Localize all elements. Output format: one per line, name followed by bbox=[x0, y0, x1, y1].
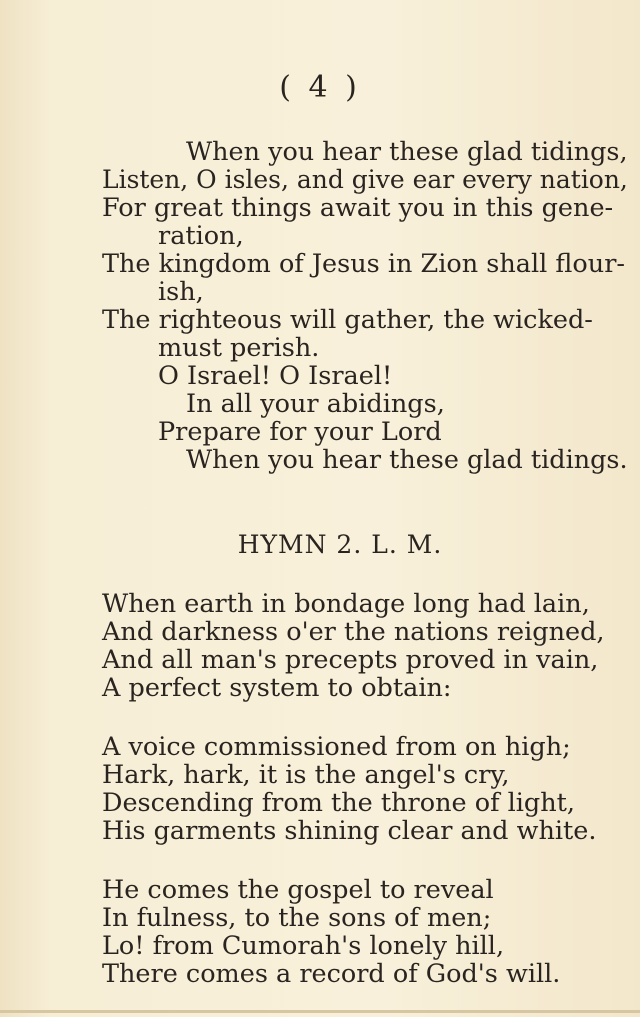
page-edge-divider bbox=[0, 1010, 640, 1013]
poem-line: When you hear these glad tidings. bbox=[186, 445, 628, 475]
poem-line: ration, bbox=[158, 221, 244, 251]
hymn-line: Descending from the throne of light, bbox=[102, 788, 576, 818]
hymn-line: His garments shining clear and white. bbox=[102, 816, 597, 846]
hymn-line: A voice commissioned from on high; bbox=[102, 732, 571, 762]
poem-line: The kingdom of Jesus in Zion shall flour- bbox=[102, 249, 626, 279]
poem-line: The righteous will gather, the wicked- bbox=[102, 305, 593, 335]
poem-line: Listen, O isles, and give ear every nation, bbox=[102, 165, 628, 195]
poem-line: ish, bbox=[158, 277, 204, 307]
poem-line: must perish. bbox=[158, 333, 320, 363]
hymn-line: There comes a record of God's will. bbox=[102, 959, 561, 989]
hymn-line: And all man's precepts proved in vain, bbox=[102, 645, 599, 675]
page-number: ( 4 ) bbox=[279, 70, 361, 105]
hymn-line: Lo! from Cumorah's lonely hill, bbox=[102, 931, 505, 961]
poem-line: In all your abidings, bbox=[186, 389, 445, 419]
hymn-line: Hark, hark, it is the angel's cry, bbox=[102, 760, 510, 790]
hymn-line: And darkness o'er the nations reigned, bbox=[102, 617, 605, 647]
poem-line: O Israel! O Israel! bbox=[158, 361, 393, 391]
poem-line: For great things await you in this gene- bbox=[102, 193, 614, 223]
poem-line: Prepare for your Lord bbox=[158, 417, 442, 447]
hymn-line: A perfect system to obtain: bbox=[102, 673, 452, 703]
hymn-line: He comes the gospel to reveal bbox=[102, 875, 494, 905]
hymn-line: When earth in bondage long had lain, bbox=[102, 589, 590, 619]
poem-line: When you hear these glad tidings, bbox=[186, 137, 628, 167]
hymn-title: HYMN 2. L. M. bbox=[237, 530, 443, 559]
hymn-line: In fulness, to the sons of men; bbox=[102, 903, 492, 933]
